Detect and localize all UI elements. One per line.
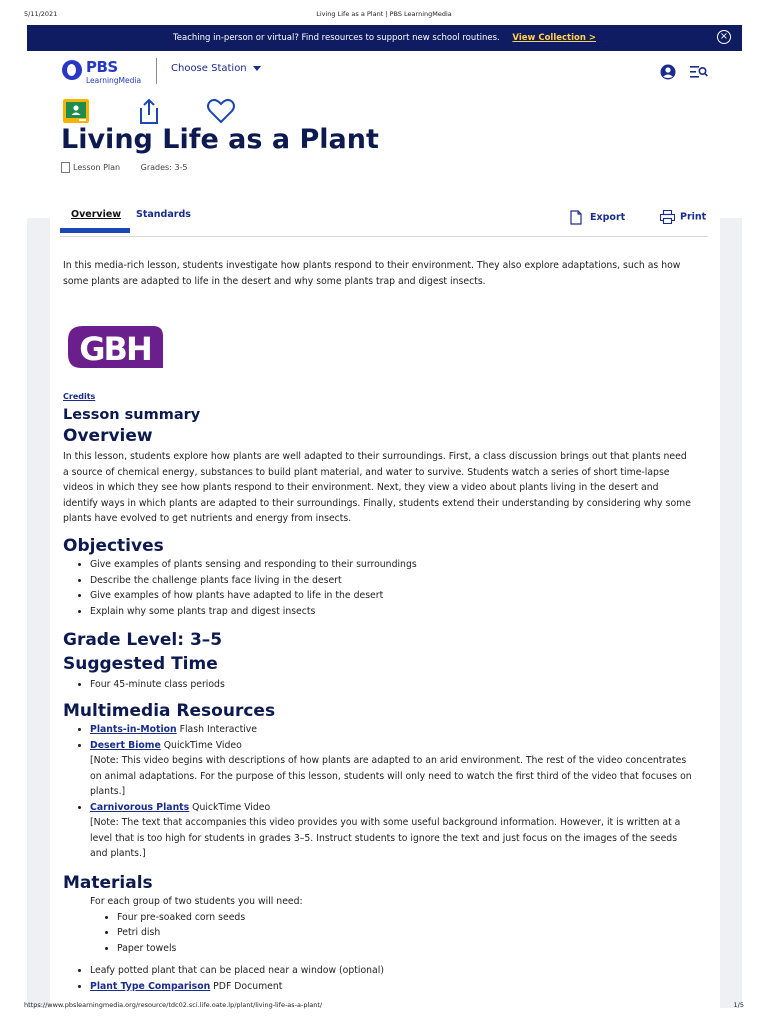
favorite-heart-icon[interactable] xyxy=(206,97,236,125)
page-title: Living Life as a Plant xyxy=(61,124,379,155)
resource-type: PDF Document xyxy=(210,980,283,992)
banner-text: Teaching in-person or virtual? Find resources to support new school routines. xyxy=(173,33,500,43)
plants-in-motion-link[interactable]: Plants-in-Motion xyxy=(90,724,177,735)
list-item: • Give examples of plants sensing and responding to their surroundings xyxy=(90,557,695,573)
logo-pbs-text: PBS xyxy=(86,58,118,76)
tab-bar xyxy=(60,206,708,237)
carnivorous-plants-link[interactable]: Carnivorous Plants xyxy=(90,801,190,813)
objectives-list xyxy=(63,557,695,619)
list-item xyxy=(90,979,695,995)
right-gutter xyxy=(720,218,742,1008)
list-item: • Explain why some plants trap and digest insects xyxy=(90,604,695,620)
list-item: • Give examples of how plants have adapted to life in the desert xyxy=(90,588,695,604)
list-item: • Describe the challenge plants face living in the desert xyxy=(90,573,695,589)
materials-section xyxy=(63,872,695,994)
list-item xyxy=(90,722,695,738)
logo-sub-text: LearningMedia xyxy=(86,76,142,85)
resource-note: [Note: The text that accompanies this video provides you with some useful background information. However, it is written at a level that is too high for students in grades 3–5. Instruct students to ignore the text and just focus on the images of the seeds and plants.] xyxy=(90,817,681,859)
menu-search-icon[interactable] xyxy=(690,64,708,80)
intro-text: In this media-rich lesson, students investigate how plants respond to their environment. They also explore adaptations, such as how some plants are adapted to life in the desert and why some plants trap and digest insects. xyxy=(63,260,681,287)
resource-meta xyxy=(61,162,188,173)
gbh-logo xyxy=(65,322,165,372)
materials-group-list xyxy=(63,910,695,957)
export-icon xyxy=(570,210,582,225)
grade-time-section xyxy=(63,629,695,693)
overview-heading: Overview xyxy=(63,426,153,446)
announcement-banner xyxy=(27,25,742,51)
credits-link[interactable]: Credits xyxy=(63,392,96,401)
materials-list xyxy=(63,963,695,994)
multimedia-heading: Multimedia Resources xyxy=(63,701,276,721)
pbs-head-icon xyxy=(62,60,82,80)
materials-heading: Materials xyxy=(63,873,153,893)
tab-overview[interactable]: Overview xyxy=(71,209,122,220)
choose-station-dropdown[interactable] xyxy=(171,63,261,74)
list-item: • Four pre-soaked corn seeds xyxy=(117,910,695,926)
svg-text:GBH: GBH xyxy=(79,330,151,368)
pbs-learningmedia-logo[interactable] xyxy=(62,59,152,85)
google-classroom-icon[interactable] xyxy=(61,97,91,125)
lesson-summary-heading: Lesson summary xyxy=(63,407,201,423)
document-icon xyxy=(61,162,70,173)
print-label: Print xyxy=(680,211,707,223)
print-button[interactable] xyxy=(660,210,706,224)
active-tab-indicator xyxy=(60,228,130,233)
resource-type: Flash Interactive xyxy=(176,724,258,735)
lesson-summary-section xyxy=(63,405,695,527)
view-collection-link[interactable]: View Collection > xyxy=(512,33,596,43)
left-gutter xyxy=(27,218,50,1008)
station-label: Choose Station xyxy=(171,63,247,74)
print-date: 5/11/2021 xyxy=(24,10,58,18)
chevron-down-icon xyxy=(253,66,261,71)
desert-biome-link[interactable]: Desert Biome xyxy=(90,739,161,751)
grade-level-heading: Grade Level: 3–5 xyxy=(63,630,223,650)
intro-block xyxy=(63,258,695,289)
print-title: Living Life as a Plant | PBS LearningMedia xyxy=(316,10,452,18)
overview-text: In this lesson, students explore how plants are well adapted to their surroundings. First, a class discussion brings out that plants need a source of chemical energy, substances to build plant material, and water to survive. Students watch a series of short time-lapse videos in which they see how plants respond to their environment. Next, they view a video about plants living in the desert and identify ways in which plants are adapted to their surroundings. Finally, students extend their understanding by considering why some plants have evolved to get nutrients and energy from insects. xyxy=(63,451,691,524)
print-footer xyxy=(0,1001,768,1013)
print-header xyxy=(0,10,768,24)
objectives-section xyxy=(63,535,695,619)
materials-group-intro: For each group of two students you will need: xyxy=(90,896,303,907)
user-account-icon[interactable] xyxy=(660,64,676,80)
resource-type: QuickTime Video xyxy=(189,801,271,813)
resource-note: [Note: This video begins with descriptions of how plants are adapted to an arid environment. The rest of the video concentrates on animal adaptations. For the purpose of this lesson, students will only need to watch the first third of the video that focuses on plants.] xyxy=(90,755,692,797)
multimedia-list xyxy=(63,722,695,862)
export-button[interactable] xyxy=(570,210,625,225)
list-item xyxy=(90,800,695,862)
list-item: • Leafy potted plant that can be placed near a window (optional) xyxy=(90,963,695,979)
suggested-time-heading: Suggested Time xyxy=(63,654,218,674)
tab-standards[interactable]: Standards xyxy=(136,209,191,220)
printer-icon xyxy=(660,210,675,224)
top-navigation xyxy=(60,56,710,86)
suggested-time-list xyxy=(63,677,695,693)
objectives-heading: Objectives xyxy=(63,536,164,556)
close-icon[interactable]: × xyxy=(717,30,731,44)
multimedia-section xyxy=(63,700,695,862)
grades-label: Grades: 3-5 xyxy=(140,163,188,172)
share-icon[interactable] xyxy=(136,97,162,125)
resource-type: QuickTime Video xyxy=(160,739,242,751)
list-item: • Four 45-minute class periods xyxy=(90,677,695,693)
print-page-number: 1/5 xyxy=(733,1001,744,1009)
print-url: https://www.pbslearningmedia.org/resource/tdc02.sci.life.oate.lp/plant/living-life-as-a-plant/ xyxy=(24,1001,323,1009)
resource-type: Lesson Plan xyxy=(73,163,121,172)
list-item: • Petri dish xyxy=(117,925,695,941)
export-label: Export xyxy=(590,212,626,223)
list-item xyxy=(90,738,695,800)
plant-type-comparison-link[interactable]: Plant Type Comparison xyxy=(90,980,211,992)
nav-divider xyxy=(156,58,157,84)
list-item: • Paper towels xyxy=(117,941,695,957)
